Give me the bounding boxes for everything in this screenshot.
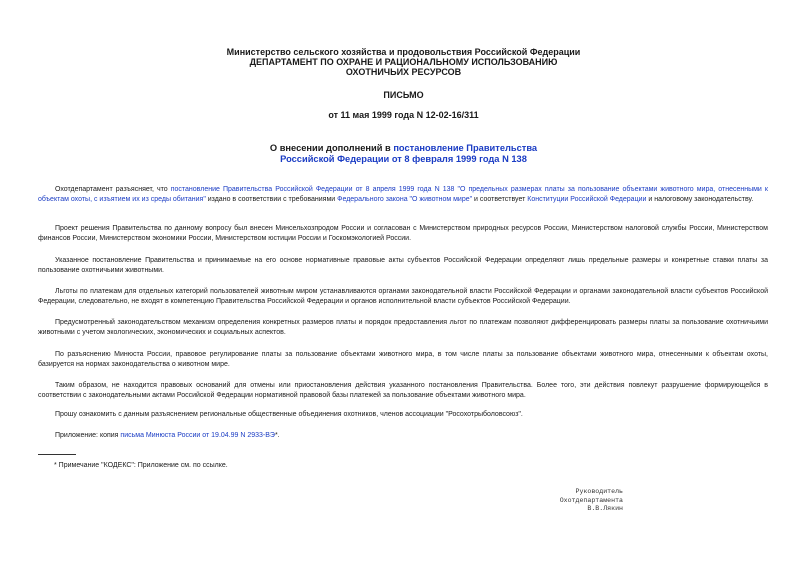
document-date-number: от 11 мая 1999 года N 12-02-16/311: [328, 110, 479, 120]
document-title-line2: [0, 154, 807, 165]
title-link-part2[interactable]: Российской Федерации от 8 февраля 1999 года N 138: [280, 154, 527, 164]
footnote-divider: [38, 454, 76, 455]
signature-department: Охотдепартамента: [559, 496, 623, 504]
signature-name: В.В.Лякин: [587, 505, 623, 513]
paragraph-4: Льготы по платежам для отдельных категорий пользователей животным миром устанавливаются органами законодательной власти Российской Федерации и органами законодательной власти субъектов Российской Федерации, следовательно, не входят в компетенцию Правительства Российской Федерации и органов исполнительной власти субъектов Российской Федерации.: [38, 288, 768, 305]
paragraph-2: Проект решения Правительства по данному вопросу был внесен Минсельхозпродом России и согласован с Министерством природных ресурсов России, Министерством налоговой службы России, Министерством финансов России, Министерством экономики России, Министерством юстиции России и Госкомэкологией России.: [38, 225, 768, 242]
attachment-mark: *.: [274, 432, 280, 439]
paragraph-1: [38, 185, 768, 205]
signature-title: Руководитель: [575, 488, 623, 495]
link-minjust-letter[interactable]: письма Минюста России от 19.04.99 N 2933-ВЭ: [120, 432, 275, 439]
attachment-label: Приложение: копия: [55, 432, 121, 439]
paragraph-7: Таким образом, не находится правовых оснований для отмены или приостановления действия указанного постановления Правительства. Более того, эти действия повлекут разрушение формирующейся в соответствии с законодательными актами Российской Федерации нормативной правовой базы платежей за пользование объектами животного мира.: [38, 382, 768, 399]
p1-text: и соответствует: [472, 196, 528, 203]
document-type: ПИСЬМО: [383, 90, 424, 100]
paragraph-attachment: [38, 431, 768, 441]
department-name-line1: ДЕПАРТАМЕНТ ПО ОХРАНЕ И РАЦИОНАЛЬНОМУ ИСПОЛЬЗОВАНИЮ: [249, 57, 558, 67]
link-resolution-138[interactable]: постановление Правительства Российской Федерации от 8 апреля 1999 года N 138 "О предельных размерах платы за пользование объектами животного мира, отнесенными к объектам охоты, с изъятием их из среды обитания": [38, 186, 768, 203]
paragraph-5: Предусмотренный законодательством механизм определения конкретных размеров платы и порядок предоставления льгот по платежам позволяют дифференцировать размеры платы за пользование охотничьими животными с учетом экологических, экономических и социальных аспектов.: [38, 319, 768, 336]
title-prefix: О внесении дополнений в: [269, 143, 394, 153]
document-title-line1: [0, 143, 807, 154]
signature-block: [560, 488, 623, 514]
p1-text: и налоговому законодательству.: [646, 196, 754, 203]
link-federal-law-wildlife[interactable]: Федерального закона "О животном мире": [337, 196, 473, 203]
p1-text: издано в соответствии с требованиями: [205, 196, 338, 203]
paragraph-8: Прошу ознакомить с данным разъяснением региональные общественные объединения охотников, членов ассоциации "Росохотрыболовсоюз".: [55, 411, 523, 418]
link-constitution[interactable]: Конституции Российской Федерации: [527, 196, 647, 203]
ministry-name: Министерство сельского хозяйства и продовольствия Российской Федерации: [226, 47, 581, 57]
p1-text: Охотдепартамент разъясняет, что: [55, 186, 171, 193]
footnote: * Примечание "КОДЕКС": Приложение см. по ссылке.: [54, 462, 228, 469]
department-name-line2: ОХОТНИЧЬИХ РЕСУРСОВ: [345, 67, 462, 77]
paragraph-6: По разъяснению Минюста России, правовое регулирование платы за пользование объектами животного мира, в том числе платы за пользование объектами животного мира, отнесенными к объектам охоты, базируется на нормах законодательства о животном мире.: [38, 351, 768, 368]
title-link-part1[interactable]: постановление Правительства: [393, 143, 538, 153]
paragraph-3: Указанное постановление Правительства и принимаемые на его основе нормативные правовые акты субъектов Российской Федерации определяют лишь предельные размеры и конкретные ставки платы за пользование охотничьими животными.: [38, 257, 768, 274]
